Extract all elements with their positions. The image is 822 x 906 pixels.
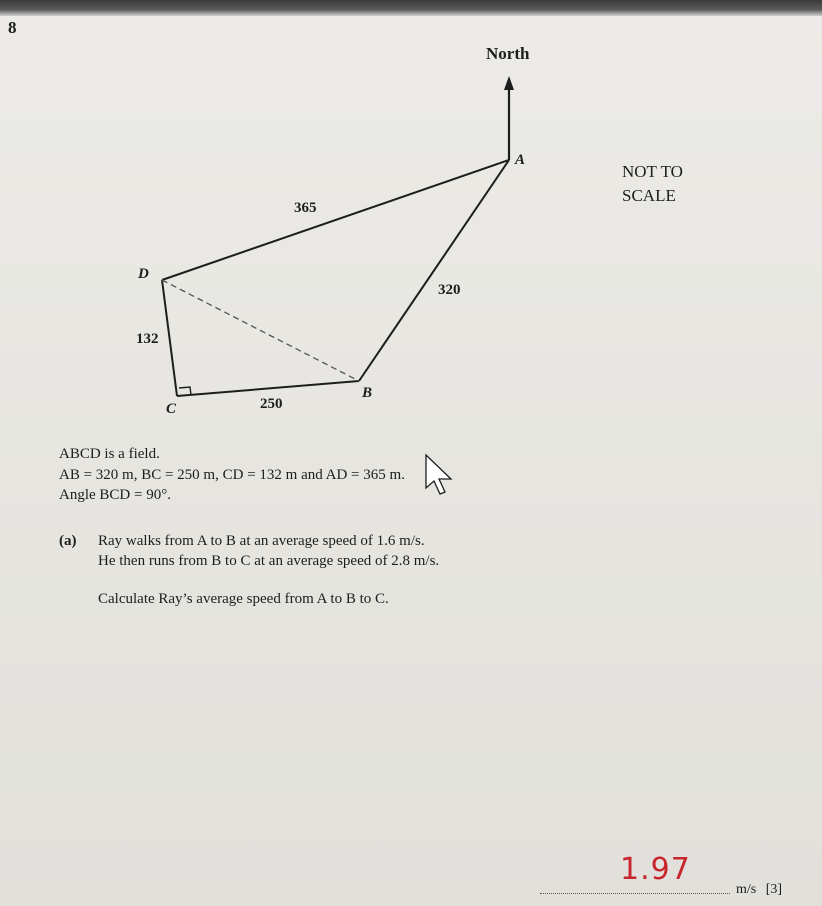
- part-a-line-2: He then runs from B to C at an average speed of 2.8 m/s.: [98, 553, 440, 569]
- part-a-label: (a): [59, 533, 77, 549]
- north-arrow-head: [504, 76, 514, 90]
- answer-units-and-marks: [736, 882, 782, 898]
- side-bc: [177, 381, 359, 396]
- marks: [3]: [765, 882, 783, 897]
- vertex-c-label: C: [166, 401, 177, 417]
- statement-lengths: AB = 320 m, BC = 250 m, CD = 132 m and AD = 365 m.: [59, 467, 405, 483]
- statement-angle: Angle BCD = 90°.: [59, 487, 171, 503]
- question-number: 8: [8, 18, 17, 37]
- side-bc-length: 250: [260, 396, 283, 412]
- side-ad-length: 365: [294, 200, 317, 216]
- vertex-b-label: B: [362, 385, 373, 401]
- side-cd-length: 132: [136, 331, 159, 347]
- mouse-pointer-icon: [426, 455, 451, 494]
- handwritten-answer: 1.97: [620, 852, 691, 887]
- part-a-line-1: Ray walks from A to B at an average speed of 1.6 m/s.: [98, 533, 425, 549]
- part-a-instruction: Calculate Ray’s average speed from A to B to C.: [98, 591, 389, 607]
- side-cd: [162, 280, 177, 396]
- right-angle-marker: [179, 387, 191, 395]
- side-ad: [162, 160, 509, 280]
- scale-note-line-2: SCALE: [622, 186, 676, 205]
- side-ab: [359, 160, 509, 381]
- statement-field: ABCD is a field.: [59, 446, 160, 462]
- north-label: North: [486, 44, 530, 63]
- answer-units: m/s: [736, 882, 757, 897]
- scale-note-line-1: NOT TO: [622, 162, 683, 181]
- vertex-d-label: D: [138, 266, 149, 282]
- vertex-a-label: A: [515, 152, 526, 168]
- side-ab-length: 320: [438, 282, 461, 298]
- answer-line: [540, 893, 730, 894]
- diagonal-db: [162, 280, 359, 381]
